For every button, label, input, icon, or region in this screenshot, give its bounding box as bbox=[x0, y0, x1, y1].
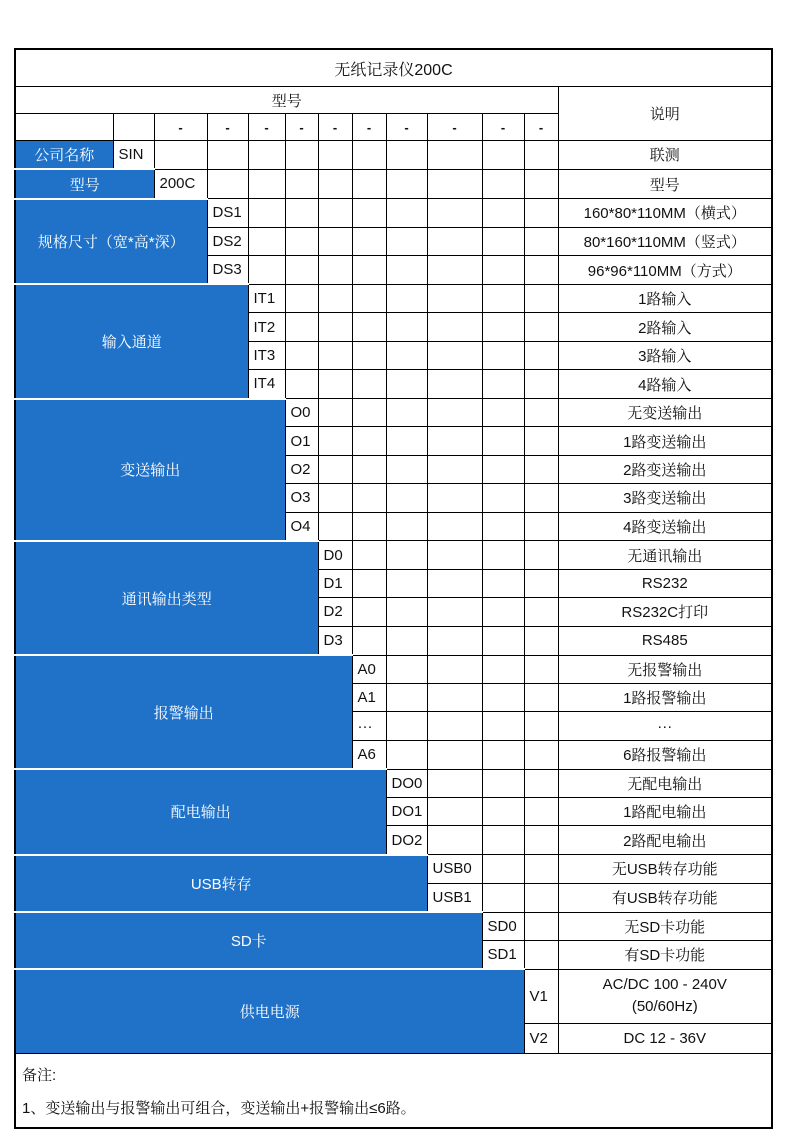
empty-cell bbox=[427, 313, 482, 341]
description-cell: RS232C打印 bbox=[558, 598, 772, 626]
description-cell: 无变送输出 bbox=[558, 399, 772, 427]
empty-cell bbox=[482, 569, 524, 597]
dash-cell: - bbox=[248, 114, 285, 141]
empty-cell bbox=[524, 199, 558, 227]
empty-cell bbox=[352, 284, 386, 312]
empty-cell bbox=[285, 313, 318, 341]
code-cell: A6 bbox=[352, 740, 386, 769]
code-cell: USB1 bbox=[427, 883, 482, 912]
empty-cell bbox=[248, 141, 285, 170]
empty-cell bbox=[427, 797, 482, 825]
empty-cell bbox=[352, 512, 386, 541]
empty-cell bbox=[482, 313, 524, 341]
empty-cell bbox=[427, 484, 482, 512]
empty-cell bbox=[352, 370, 386, 399]
empty-cell bbox=[524, 826, 558, 855]
empty-cell bbox=[524, 883, 558, 912]
empty-cell bbox=[318, 399, 352, 427]
code-cell: O0 bbox=[285, 399, 318, 427]
empty-cell bbox=[482, 284, 524, 312]
empty-cell bbox=[427, 284, 482, 312]
description-cell: 1路变送输出 bbox=[558, 427, 772, 455]
dash-cell: - bbox=[154, 114, 207, 141]
dash-cell: - bbox=[318, 114, 352, 141]
empty-cell bbox=[427, 626, 482, 655]
code-cell: DO0 bbox=[386, 769, 427, 797]
empty-cell bbox=[524, 341, 558, 369]
empty-cell bbox=[482, 712, 524, 740]
dash-cell: - bbox=[427, 114, 482, 141]
empty-cell bbox=[318, 484, 352, 512]
empty-cell bbox=[352, 541, 386, 569]
empty-cell bbox=[285, 256, 318, 285]
empty-cell bbox=[427, 712, 482, 740]
empty-cell bbox=[482, 740, 524, 769]
empty-cell bbox=[318, 169, 352, 198]
description-cell: 80*160*110MM（竖式） bbox=[558, 227, 772, 255]
description-cell: 无通讯输出 bbox=[558, 541, 772, 569]
empty-cell bbox=[386, 569, 427, 597]
notes-line: 1、变送输出与报警输出可组合，变送输出+报警输出≤6路。 bbox=[22, 1099, 416, 1117]
power-spec-line2: (50/60Hz) bbox=[631, 998, 698, 1016]
description-cell: 3路输入 bbox=[558, 341, 772, 369]
empty-cell bbox=[248, 199, 285, 227]
empty-cell bbox=[318, 256, 352, 285]
empty-cell bbox=[482, 227, 524, 255]
description-cell bbox=[558, 969, 772, 1023]
empty-cell bbox=[352, 313, 386, 341]
empty-cell bbox=[352, 199, 386, 227]
dash-cell: - bbox=[207, 114, 248, 141]
code-cell: A0 bbox=[352, 655, 386, 683]
empty-cell bbox=[318, 227, 352, 255]
description-cell: 无报警输出 bbox=[558, 655, 772, 683]
empty-cell bbox=[524, 626, 558, 655]
empty-cell bbox=[524, 569, 558, 597]
empty-cell bbox=[482, 655, 524, 683]
empty-cell bbox=[386, 427, 427, 455]
empty-cell bbox=[524, 912, 558, 940]
empty-cell bbox=[285, 169, 318, 198]
empty-cell bbox=[482, 598, 524, 626]
code-cell: DS2 bbox=[207, 227, 248, 255]
empty-cell bbox=[427, 141, 482, 170]
empty-cell bbox=[482, 883, 524, 912]
empty-cell bbox=[427, 598, 482, 626]
code-cell: ··· bbox=[352, 712, 386, 740]
empty-cell bbox=[524, 769, 558, 797]
empty-cell bbox=[427, 740, 482, 769]
empty-cell bbox=[386, 169, 427, 198]
empty-cell bbox=[386, 370, 427, 399]
description-cell: 有USB转存功能 bbox=[558, 883, 772, 912]
empty-cell bbox=[248, 169, 285, 198]
description-cell: 无USB转存功能 bbox=[558, 855, 772, 883]
empty-cell bbox=[427, 683, 482, 711]
section-label-company: 公司名称 bbox=[15, 141, 113, 170]
empty-cell bbox=[386, 227, 427, 255]
empty-cell bbox=[386, 399, 427, 427]
empty-cell bbox=[427, 427, 482, 455]
empty-cell bbox=[482, 683, 524, 711]
empty-cell bbox=[482, 512, 524, 541]
empty-cell bbox=[524, 169, 558, 198]
empty-cell bbox=[524, 227, 558, 255]
empty-cell bbox=[15, 114, 113, 141]
description-cell: RS232 bbox=[558, 569, 772, 597]
empty-cell bbox=[482, 199, 524, 227]
description-cell: 1路输入 bbox=[558, 284, 772, 312]
empty-cell bbox=[524, 427, 558, 455]
empty-cell bbox=[386, 626, 427, 655]
empty-cell bbox=[386, 655, 427, 683]
empty-cell bbox=[524, 313, 558, 341]
description-cell: 3路变送输出 bbox=[558, 484, 772, 512]
empty-cell bbox=[524, 598, 558, 626]
empty-cell bbox=[524, 512, 558, 541]
empty-cell bbox=[482, 455, 524, 483]
code-cell: D1 bbox=[318, 569, 352, 597]
code-cell: O4 bbox=[285, 512, 318, 541]
empty-cell bbox=[482, 626, 524, 655]
empty-cell bbox=[427, 370, 482, 399]
description-cell: 2路输入 bbox=[558, 313, 772, 341]
section-label-size: 规格尺寸（宽*高*深） bbox=[15, 199, 207, 285]
description-cell: 有SD卡功能 bbox=[558, 940, 772, 969]
description-cell: 160*80*110MM（横式） bbox=[558, 199, 772, 227]
code-cell: V1 bbox=[524, 969, 558, 1023]
empty-cell bbox=[352, 341, 386, 369]
empty-cell bbox=[524, 455, 558, 483]
section-label-model: 型号 bbox=[15, 169, 154, 198]
code-cell: DS3 bbox=[207, 256, 248, 285]
empty-cell bbox=[524, 855, 558, 883]
code-cell: V2 bbox=[524, 1023, 558, 1053]
empty-cell bbox=[386, 541, 427, 569]
page-title: 无纸记录仪200C bbox=[15, 49, 772, 87]
power-spec-line1: AC/DC 100 - 240V bbox=[602, 976, 727, 994]
empty-cell bbox=[386, 455, 427, 483]
empty-cell bbox=[352, 569, 386, 597]
empty-cell bbox=[427, 169, 482, 198]
empty-cell bbox=[482, 541, 524, 569]
empty-cell bbox=[352, 598, 386, 626]
code-cell: DO1 bbox=[386, 797, 427, 825]
empty-cell bbox=[524, 370, 558, 399]
empty-cell bbox=[482, 256, 524, 285]
empty-cell bbox=[524, 141, 558, 170]
empty-cell bbox=[427, 512, 482, 541]
empty-cell bbox=[285, 227, 318, 255]
section-label-comm-output: 通讯输出类型 bbox=[15, 541, 318, 655]
empty-cell bbox=[386, 740, 427, 769]
empty-cell bbox=[427, 541, 482, 569]
empty-cell bbox=[386, 199, 427, 227]
empty-cell bbox=[482, 370, 524, 399]
code-cell: USB0 bbox=[427, 855, 482, 883]
section-label-usb: USB转存 bbox=[15, 855, 427, 912]
empty-cell bbox=[482, 141, 524, 170]
description-cell: RS485 bbox=[558, 626, 772, 655]
empty-cell bbox=[386, 256, 427, 285]
section-label-sd-card: SD卡 bbox=[15, 912, 482, 969]
empty-cell bbox=[427, 455, 482, 483]
code-cell: DS1 bbox=[207, 199, 248, 227]
empty-cell bbox=[318, 284, 352, 312]
description-cell: 1路配电输出 bbox=[558, 797, 772, 825]
empty-cell bbox=[482, 769, 524, 797]
empty-cell bbox=[524, 284, 558, 312]
empty-cell bbox=[524, 541, 558, 569]
description-cell: 6路报警输出 bbox=[558, 740, 772, 769]
description-cell: 无SD卡功能 bbox=[558, 912, 772, 940]
empty-cell bbox=[427, 256, 482, 285]
empty-cell bbox=[386, 683, 427, 711]
empty-cell bbox=[154, 141, 207, 170]
empty-cell bbox=[386, 712, 427, 740]
description-cell: ··· bbox=[558, 712, 772, 740]
empty-cell bbox=[524, 797, 558, 825]
empty-cell bbox=[524, 655, 558, 683]
empty-cell bbox=[207, 141, 248, 170]
code-cell: D0 bbox=[318, 541, 352, 569]
empty-cell bbox=[352, 427, 386, 455]
empty-cell bbox=[285, 141, 318, 170]
code-cell: IT3 bbox=[248, 341, 285, 369]
code-cell: IT4 bbox=[248, 370, 285, 399]
empty-cell bbox=[352, 626, 386, 655]
code-cell: D3 bbox=[318, 626, 352, 655]
model-header: 型号 bbox=[15, 87, 558, 114]
empty-cell bbox=[386, 341, 427, 369]
empty-cell bbox=[386, 484, 427, 512]
empty-cell bbox=[524, 712, 558, 740]
code-cell: DO2 bbox=[386, 826, 427, 855]
code-cell: D2 bbox=[318, 598, 352, 626]
empty-cell bbox=[482, 855, 524, 883]
dash-cell: - bbox=[352, 114, 386, 141]
notes-heading: 备注: bbox=[22, 1066, 57, 1084]
empty-cell bbox=[386, 598, 427, 626]
code-cell: SIN bbox=[113, 141, 154, 170]
empty-cell bbox=[352, 484, 386, 512]
description-cell: 96*96*110MM（方式） bbox=[558, 256, 772, 285]
empty-cell bbox=[482, 427, 524, 455]
empty-cell bbox=[113, 114, 154, 141]
empty-cell bbox=[207, 169, 248, 198]
empty-cell bbox=[482, 826, 524, 855]
empty-cell bbox=[482, 797, 524, 825]
empty-cell bbox=[427, 227, 482, 255]
empty-cell bbox=[427, 341, 482, 369]
description-cell: 型号 bbox=[558, 169, 772, 198]
empty-cell bbox=[318, 370, 352, 399]
empty-cell bbox=[524, 256, 558, 285]
code-cell: SD0 bbox=[482, 912, 524, 940]
code-cell: O2 bbox=[285, 455, 318, 483]
empty-cell bbox=[318, 512, 352, 541]
description-header: 说明 bbox=[558, 87, 772, 141]
dash-cell: - bbox=[386, 114, 427, 141]
empty-cell bbox=[248, 227, 285, 255]
empty-cell bbox=[524, 740, 558, 769]
description-cell: 1路报警输出 bbox=[558, 683, 772, 711]
spec-table bbox=[14, 48, 773, 1129]
empty-cell bbox=[285, 341, 318, 369]
dash-cell: - bbox=[482, 114, 524, 141]
description-cell: 4路输入 bbox=[558, 370, 772, 399]
description-cell: 4路变送输出 bbox=[558, 512, 772, 541]
empty-cell bbox=[427, 655, 482, 683]
code-cell: O1 bbox=[285, 427, 318, 455]
empty-cell bbox=[482, 341, 524, 369]
empty-cell bbox=[318, 313, 352, 341]
empty-cell bbox=[285, 370, 318, 399]
empty-cell bbox=[482, 484, 524, 512]
section-label-transmit-output: 变送输出 bbox=[15, 399, 285, 541]
empty-cell bbox=[352, 455, 386, 483]
empty-cell bbox=[352, 227, 386, 255]
description-cell: 2路配电输出 bbox=[558, 826, 772, 855]
empty-cell bbox=[386, 512, 427, 541]
empty-cell bbox=[524, 683, 558, 711]
empty-cell bbox=[352, 399, 386, 427]
empty-cell bbox=[352, 256, 386, 285]
empty-cell bbox=[427, 399, 482, 427]
empty-cell bbox=[352, 169, 386, 198]
code-cell: A1 bbox=[352, 683, 386, 711]
code-cell: IT1 bbox=[248, 284, 285, 312]
dash-cell: - bbox=[524, 114, 558, 141]
empty-cell bbox=[386, 141, 427, 170]
code-cell: 200C bbox=[154, 169, 207, 198]
empty-cell bbox=[248, 256, 285, 285]
section-label-alarm-output: 报警输出 bbox=[15, 655, 352, 769]
empty-cell bbox=[427, 569, 482, 597]
dash-cell: - bbox=[285, 114, 318, 141]
empty-cell bbox=[285, 284, 318, 312]
empty-cell bbox=[285, 199, 318, 227]
section-label-input-channels: 输入通道 bbox=[15, 284, 248, 398]
empty-cell bbox=[427, 769, 482, 797]
description-cell: 无配电输出 bbox=[558, 769, 772, 797]
empty-cell bbox=[318, 141, 352, 170]
empty-cell bbox=[482, 399, 524, 427]
empty-cell bbox=[318, 427, 352, 455]
empty-cell bbox=[318, 341, 352, 369]
code-cell: O3 bbox=[285, 484, 318, 512]
empty-cell bbox=[427, 199, 482, 227]
code-cell: IT2 bbox=[248, 313, 285, 341]
notes-cell bbox=[15, 1053, 772, 1128]
section-label-power-supply: 供电电源 bbox=[15, 969, 524, 1053]
empty-cell bbox=[318, 199, 352, 227]
empty-cell bbox=[352, 141, 386, 170]
empty-cell bbox=[524, 484, 558, 512]
empty-cell bbox=[318, 455, 352, 483]
empty-cell bbox=[386, 313, 427, 341]
description-cell: 联测 bbox=[558, 141, 772, 170]
code-cell: SD1 bbox=[482, 940, 524, 969]
empty-cell bbox=[524, 940, 558, 969]
empty-cell bbox=[482, 169, 524, 198]
description-cell: DC 12 - 36V bbox=[558, 1023, 772, 1053]
empty-cell bbox=[427, 826, 482, 855]
section-label-distribution-output: 配电输出 bbox=[15, 769, 386, 855]
empty-cell bbox=[386, 284, 427, 312]
description-cell: 2路变送输出 bbox=[558, 455, 772, 483]
empty-cell bbox=[524, 399, 558, 427]
